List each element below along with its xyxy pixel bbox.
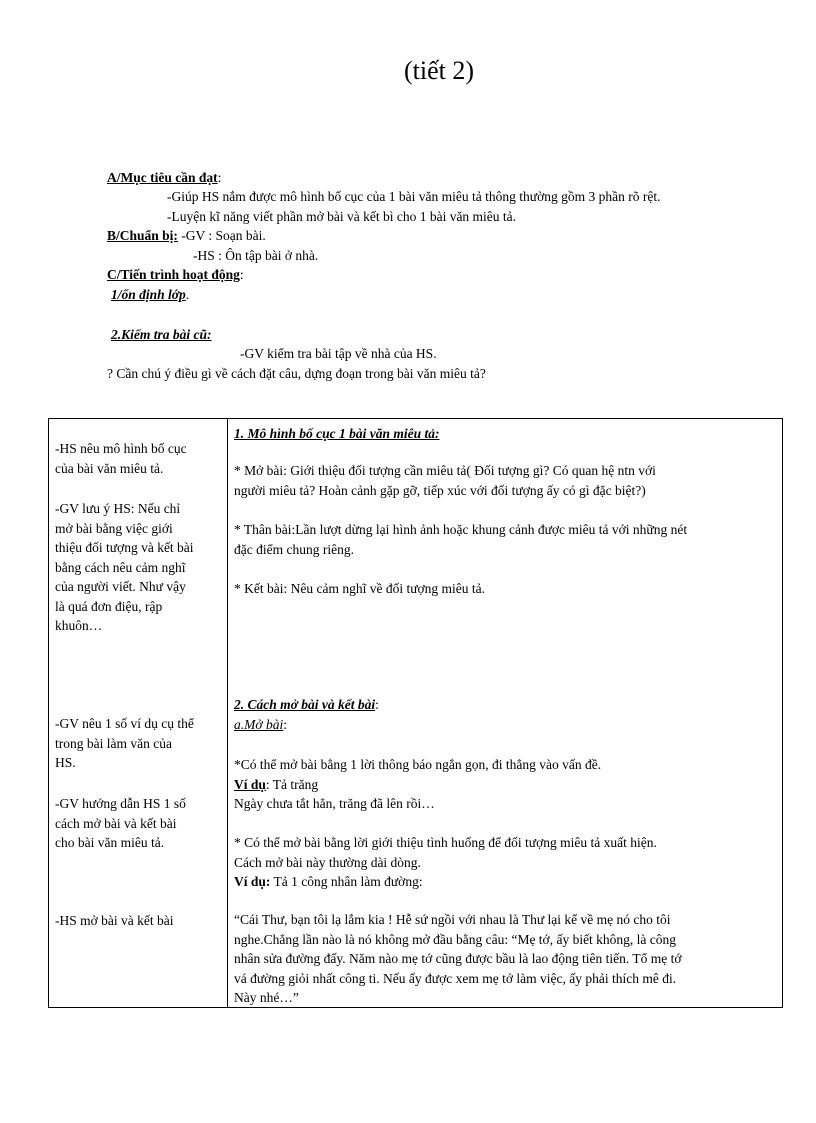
quote-line: “Cái Thư, bạn tôi lạ lắm kia ! Hễ sứ ngồi với nhau là Thư lại kể về mẹ nó cho tôi [234, 912, 671, 927]
right-text-line: * Thân bài:Lần lượt dừng lại hình ảnh hoặc khung cảnh được miêu tả với những nét [234, 522, 688, 537]
example-1-text: : Tả trăng [265, 776, 319, 792]
content-heading-2-colon: : [375, 697, 379, 712]
quote-line: nghe.Chẳng lần nào là nó không mở đầu bằng câu: “Mẹ tớ, ấy biết không, là công [234, 931, 677, 947]
example-2-line [234, 872, 776, 892]
section-c-heading: C/Tiến trình hoạt động [107, 267, 240, 282]
left-text-line: là quá đơn điệu, rập [55, 598, 163, 614]
page-title: (tiết 2) [404, 56, 475, 85]
right-text-line: * Kết bài: Nêu cảm nghĩ về đối tượng miêu tả. [234, 581, 486, 596]
section-b-line-1: -GV : Soạn bài. [177, 228, 266, 243]
left-text-line: bằng cách nêu cảm nghĩ [55, 559, 186, 575]
section-a-line-1: -Giúp HS nắm được mô hình bố cục của 1 bài văn miêu tả thông thường gồm 3 phần rõ rệt. [167, 189, 661, 204]
sub-heading-mo-bai: a.Mở bài [234, 716, 284, 732]
left-text-line: HS. [55, 755, 76, 770]
left-text-line: cách mở bài và kết bài [55, 815, 177, 831]
left-text-line: trong bài làm văn của [55, 735, 172, 751]
quote-line: Này nhé…” [234, 990, 299, 1005]
example-1-line [234, 775, 776, 795]
left-text-line: -HS nêu mô hình bố cục [55, 441, 187, 456]
right-text-line: người miêu tả? Hoàn cảnh gặp gỡ, tiếp xúc với đối tượng ấy có gì đặc biệt?) [234, 482, 646, 498]
quote-line: vá đường giỏi nhất công ti. Nếu ấy được xem mẹ tớ làm việc, ấy phải thích mê đi. [234, 970, 677, 986]
left-text-line: thiệu đối tượng và kết bài [55, 540, 194, 555]
section-b-line-2: -HS : Ôn tập bài ở nhà. [193, 248, 319, 263]
example-1-label: Ví dụ [234, 776, 266, 792]
section-c-colon: : [239, 267, 244, 282]
content-column [228, 419, 783, 1008]
section-a-colon: : [217, 170, 222, 185]
section-b-heading: B/Chuẩn bị: [107, 228, 178, 243]
section-a-line-2: -Luyện kĩ năng viết phần mở bài và kết bì cho 1 bài văn miêu tả. [167, 209, 517, 224]
step-2-heading: 2.Kiểm tra bài cũ: [111, 327, 212, 342]
left-text-line: mở bài bằng việc giới [55, 520, 173, 536]
content-heading-2-line [234, 695, 776, 715]
step-2-line-2: ? Cần chú ý điều gì về cách đặt câu, dựng đoạn trong bài văn miêu tả? [107, 366, 486, 381]
left-text-line: cho bài văn miêu tả. [55, 835, 165, 850]
content-heading-1: 1. Mô hình bố cục 1 bài văn miêu tả: [234, 426, 440, 441]
content-heading-2: 2. Cách mở bài và kết bài [234, 697, 376, 712]
example-2-label: Ví dụ: [234, 874, 271, 889]
step-1-line [111, 285, 189, 305]
section-a-heading-line [107, 168, 221, 188]
teacher-activity-column [49, 419, 228, 1008]
left-text-line: -GV hướng dẫn HS 1 số [55, 796, 186, 811]
lesson-table [48, 418, 783, 1008]
step-1-dot: . [185, 287, 190, 302]
right-text-line: Ngày chưa tắt hẳn, trăng đã lên rồi… [234, 796, 435, 811]
right-text-line: Cách mở bài này thường dài dòng. [234, 854, 421, 870]
left-text-line: -HS mở bài và kết bài [55, 913, 174, 928]
step-2-line-1: -GV kiểm tra bài tập về nhà của HS. [240, 346, 437, 361]
left-text-line: của người viết. Như vậy [55, 579, 186, 594]
section-c-heading-line [107, 265, 244, 285]
section-a-heading: A/Mục tiêu cần đạt [107, 170, 218, 185]
right-text-line: * Có thể mở bài bằng lời giới thiệu tình huống để đối tượng miêu tả xuất hiện. [234, 835, 657, 850]
right-text-line: đặc điểm chung riêng. [234, 541, 354, 557]
left-text-line: -GV lưu ý HS: Nếu chỉ [55, 501, 181, 516]
step-1-heading: 1/ổn định lớp [111, 287, 186, 302]
right-text-line: *Có thể mở bài bằng 1 lời thông báo ngắn gọn, đi thẳng vào vấn đề. [234, 757, 602, 772]
left-text-line: khuôn… [55, 618, 103, 633]
left-text-line: -GV nêu 1 số ví dụ cụ thể [55, 716, 194, 731]
sub-heading-colon: : [283, 716, 287, 732]
quote-line: nhân sửa đường đấy. Năm nào mẹ tớ cũng được bầu là lao động tiên tiến. Tổ mẹ tớ [234, 951, 682, 966]
example-2-text: Tả 1 công nhân làm đường: [270, 874, 423, 889]
sub-heading-line [234, 715, 776, 735]
left-text-line: của bài văn miêu tả. [55, 460, 164, 476]
right-text-line: * Mở bài: Giới thiệu đối tượng cần miêu tả( Đối tượng gì? Có quan hệ ntn với [234, 463, 656, 478]
section-b-heading-line [107, 226, 266, 246]
